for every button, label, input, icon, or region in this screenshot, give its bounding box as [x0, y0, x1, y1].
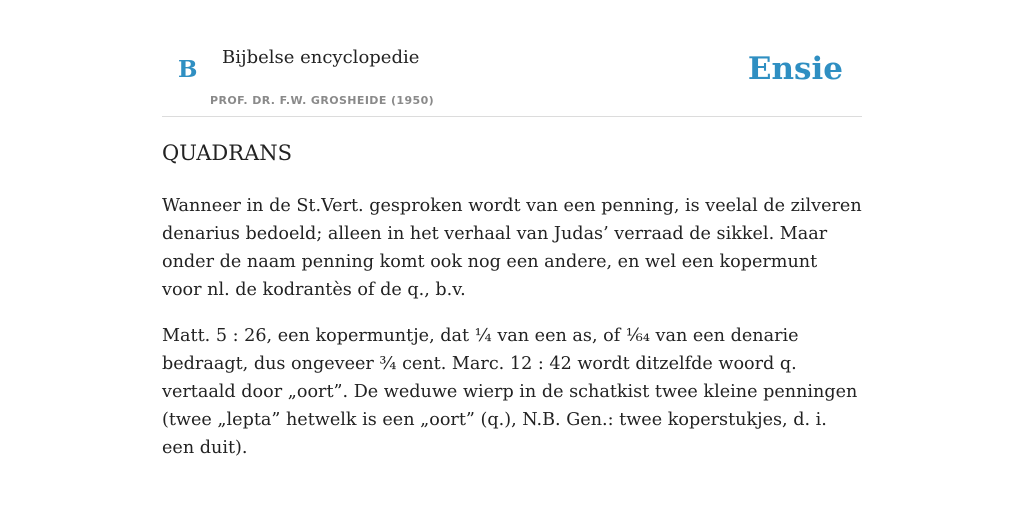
book-letter-logo[interactable]: B [178, 56, 198, 83]
entry-title: QUADRANS [162, 141, 293, 165]
header [162, 0, 862, 117]
author-label: PROF. DR. F.W. GROSHEIDE (1950) [210, 94, 435, 107]
entry-body [162, 192, 862, 480]
ensie-logo-link[interactable]: Ensie [747, 51, 843, 87]
entry-paragraph: Matt. 5 : 26, een kopermuntje, dat ¼ van een as, of ¹⁄₆₄ van een denarie bedraagt, dus ongeveer ¾ cent. Marc. 12 : 42 wordt ditzelfde woord q. vertaald door „oort”. De weduwe wierp in de schatkist twee kleine penningen (twee „lepta” hetwelk is een „oort” (q.), N.B. Gen.: twee koperstukjes, d. i. een duit). [162, 326, 858, 458]
page [162, 0, 862, 458]
book-title-link[interactable]: Bijbelse encyclopedie [222, 47, 420, 68]
entry-paragraph: Wanneer in de St.Vert. gesproken wordt van een penning, is veelal de zilveren denarius bedoeld; alleen in het verhaal van Judas’ verraad de sikkel. Maar onder de naam penning komt ook nog een andere, en wel een kopermunt voor nl. de kodrantès of de q., b.v. [162, 196, 862, 300]
